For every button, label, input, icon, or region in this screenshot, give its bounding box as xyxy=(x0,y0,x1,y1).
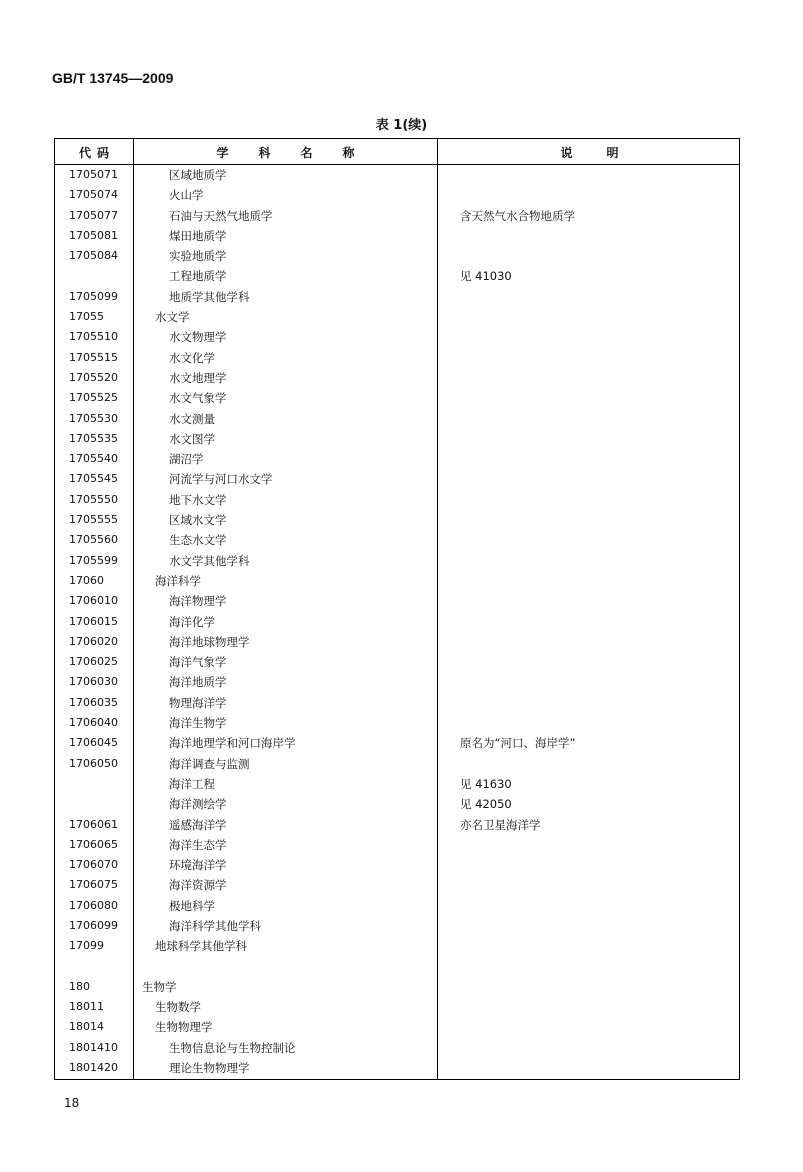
table-row xyxy=(55,957,739,977)
discipline-code: 1706035 xyxy=(69,695,118,709)
table-row xyxy=(55,266,739,286)
discipline-code: 1705545 xyxy=(69,472,118,486)
discipline-name: 海洋地球物理学 xyxy=(169,634,250,649)
discipline-code: 1706040 xyxy=(69,716,118,730)
discipline-code: 1706061 xyxy=(69,817,118,831)
discipline-code: 1706099 xyxy=(69,918,118,932)
table-row xyxy=(55,652,739,672)
discipline-note: 亦名卫星海洋学 xyxy=(460,817,541,832)
table-row xyxy=(55,551,739,571)
table-row xyxy=(55,1038,739,1058)
table-body xyxy=(55,165,739,1078)
table-row xyxy=(55,571,739,591)
discipline-code: 1705530 xyxy=(69,411,118,425)
discipline-code: 1706075 xyxy=(69,878,118,892)
discipline-name: 海洋资源学 xyxy=(169,878,227,893)
discipline-code: 1705071 xyxy=(69,168,118,181)
discipline-code: 1705555 xyxy=(69,513,118,527)
discipline-code: 1705535 xyxy=(69,431,118,445)
discipline-code: 1705510 xyxy=(69,330,118,344)
discipline-name: 环境海洋学 xyxy=(169,858,227,873)
page-number: 18 xyxy=(64,1096,80,1110)
discipline-code: 1706015 xyxy=(69,614,118,628)
discipline-name: 石油与天然气地质学 xyxy=(169,208,273,223)
discipline-code: 1801410 xyxy=(69,1040,118,1054)
discipline-name: 海洋化学 xyxy=(169,614,215,629)
discipline-name: 煤田地质学 xyxy=(169,228,227,243)
discipline-code: 1706020 xyxy=(69,634,118,648)
table-row xyxy=(55,936,739,956)
discipline-name: 区域水文学 xyxy=(169,513,227,528)
discipline-name: 水文物理学 xyxy=(169,330,227,345)
discipline-code: 17099 xyxy=(69,939,104,953)
table-row xyxy=(55,855,739,875)
table-row xyxy=(55,530,739,550)
discipline-code: 1706050 xyxy=(69,756,118,770)
table-row xyxy=(55,896,739,916)
table-row xyxy=(55,774,739,794)
table-row xyxy=(55,327,739,347)
table-row xyxy=(55,307,739,327)
discipline-code-table xyxy=(54,138,740,1080)
discipline-name: 实验地质学 xyxy=(169,249,227,264)
table-row xyxy=(55,206,739,226)
discipline-code: 1706065 xyxy=(69,837,118,851)
discipline-name: 遥感海洋学 xyxy=(169,817,227,832)
table-row xyxy=(55,612,739,632)
discipline-name: 地下水文学 xyxy=(169,492,227,507)
discipline-name: 水文测量 xyxy=(169,411,215,426)
discipline-code: 1705520 xyxy=(69,370,118,384)
discipline-name: 生物学 xyxy=(142,979,177,994)
table-row xyxy=(55,1017,739,1037)
discipline-code: 18011 xyxy=(69,1000,104,1014)
discipline-name: 海洋科学 xyxy=(155,573,201,588)
discipline-name: 海洋工程 xyxy=(169,776,215,791)
header-note: 说明 xyxy=(560,146,653,160)
discipline-name: 理论生物物理学 xyxy=(169,1061,250,1076)
discipline-name: 海洋科学其他学科 xyxy=(169,918,261,933)
discipline-note: 原名为“河口、海岸学” xyxy=(460,736,576,751)
discipline-note: 见 41030 xyxy=(460,269,512,284)
discipline-code: 17060 xyxy=(69,573,104,587)
table-row xyxy=(55,388,739,408)
discipline-name: 水文化学 xyxy=(169,350,215,365)
discipline-code: 1706025 xyxy=(69,655,118,669)
table-row xyxy=(55,835,739,855)
table-row xyxy=(55,815,739,835)
discipline-note: 含天然气水合物地质学 xyxy=(460,208,575,223)
standard-number: GB/T 13745—2009 xyxy=(52,70,174,86)
discipline-name: 海洋气象学 xyxy=(169,655,227,670)
discipline-name: 海洋地质学 xyxy=(169,675,227,690)
table-row xyxy=(55,287,739,307)
discipline-code: 1706080 xyxy=(69,898,118,912)
table-row xyxy=(55,977,739,997)
discipline-name: 区域地质学 xyxy=(169,168,227,182)
discipline-code: 1705099 xyxy=(69,289,118,303)
discipline-code: 1705540 xyxy=(69,452,118,466)
table-header xyxy=(55,139,739,165)
discipline-code: 1706070 xyxy=(69,858,118,872)
discipline-name: 海洋调查与监测 xyxy=(169,756,250,771)
discipline-name: 海洋测绘学 xyxy=(169,797,227,812)
table-row xyxy=(55,632,739,652)
discipline-name: 水文地理学 xyxy=(169,370,227,385)
table-row xyxy=(55,469,739,489)
table-row xyxy=(55,754,739,774)
discipline-name: 河流学与河口水文学 xyxy=(169,472,273,487)
table-row xyxy=(55,185,739,205)
discipline-code: 1801420 xyxy=(69,1061,118,1075)
discipline-name: 湖沼学 xyxy=(169,452,204,467)
discipline-code: 1705074 xyxy=(69,188,118,202)
table-row xyxy=(55,733,739,753)
discipline-name: 生物数学 xyxy=(155,1000,201,1015)
discipline-code: 17055 xyxy=(69,310,104,324)
header-code: 代码 xyxy=(78,146,115,160)
table-row xyxy=(55,916,739,936)
discipline-code: 180 xyxy=(69,979,90,993)
discipline-code: 1705515 xyxy=(69,350,118,364)
discipline-code: 1705084 xyxy=(69,249,118,263)
discipline-name: 水文学 xyxy=(155,310,190,325)
table-row xyxy=(55,429,739,449)
discipline-code: 1706045 xyxy=(69,736,118,750)
header-name: 学科名称 xyxy=(216,146,385,160)
table-row xyxy=(55,409,739,429)
discipline-name: 海洋生态学 xyxy=(169,837,227,852)
discipline-name: 工程地质学 xyxy=(169,269,227,284)
table-row xyxy=(55,1058,739,1078)
table-row xyxy=(55,368,739,388)
table-row xyxy=(55,226,739,246)
table-row xyxy=(55,165,739,185)
discipline-name: 水文气象学 xyxy=(169,391,227,406)
discipline-code: 1705599 xyxy=(69,553,118,567)
table-row xyxy=(55,246,739,266)
discipline-code: 1705525 xyxy=(69,391,118,405)
discipline-name: 生物信息论与生物控制论 xyxy=(169,1040,296,1055)
discipline-code: 1705550 xyxy=(69,492,118,506)
table-row xyxy=(55,713,739,733)
discipline-name: 地球科学其他学科 xyxy=(155,939,247,954)
discipline-code: 1705560 xyxy=(69,533,118,547)
discipline-code: 1705081 xyxy=(69,228,118,242)
discipline-name: 海洋地理学和河口海岸学 xyxy=(169,736,296,751)
discipline-code: 1706010 xyxy=(69,594,118,608)
discipline-name: 海洋物理学 xyxy=(169,594,227,609)
table-row xyxy=(55,348,739,368)
table-row xyxy=(55,672,739,692)
discipline-note: 见 42050 xyxy=(460,797,512,812)
discipline-name: 生物物理学 xyxy=(155,1020,213,1035)
discipline-code: 18014 xyxy=(69,1020,104,1034)
discipline-name: 生态水文学 xyxy=(169,533,227,548)
discipline-code: 1706030 xyxy=(69,675,118,689)
discipline-name: 火山学 xyxy=(169,188,204,203)
discipline-name: 地质学其他学科 xyxy=(169,289,250,304)
discipline-name: 水文图学 xyxy=(169,431,215,446)
table-row xyxy=(55,591,739,611)
table-row xyxy=(55,794,739,814)
discipline-note: 见 41630 xyxy=(460,776,512,791)
discipline-code: 1705077 xyxy=(69,208,118,222)
discipline-name: 极地科学 xyxy=(169,898,215,913)
discipline-name: 水文学其他学科 xyxy=(169,553,250,568)
table-row xyxy=(55,997,739,1017)
table-row xyxy=(55,449,739,469)
table-row xyxy=(55,693,739,713)
table-row xyxy=(55,875,739,895)
discipline-name: 海洋生物学 xyxy=(169,716,227,731)
table-row xyxy=(55,510,739,530)
table-caption: 表 1(续) xyxy=(375,118,428,133)
discipline-name: 物理海洋学 xyxy=(169,695,227,710)
table-row xyxy=(55,490,739,510)
